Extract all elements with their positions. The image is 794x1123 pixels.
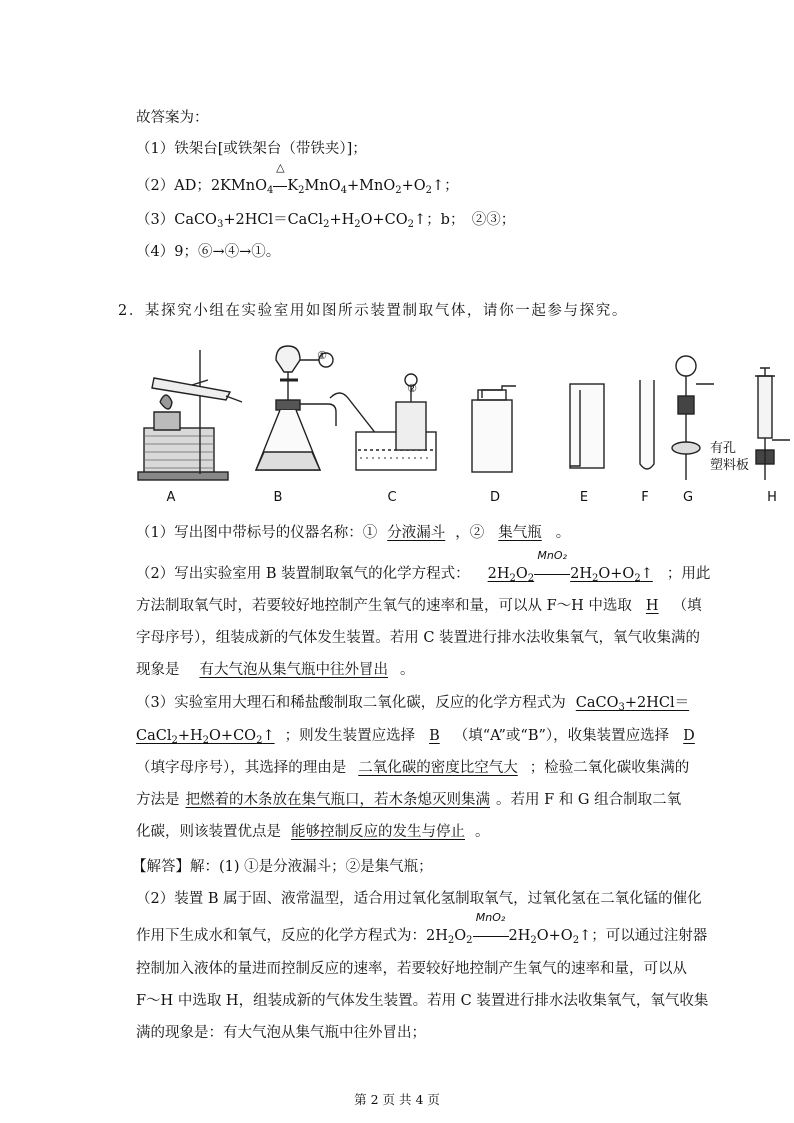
- label-f: F: [641, 490, 649, 505]
- label-b: B: [273, 490, 283, 505]
- part-3-line-3: （填字母序号），其选择的理由是 二氧化碳的密度比空气大 ；检验二氧化碳收集满的: [136, 760, 690, 776]
- part-3-line-4: 方法是 把燃着的木条放在集气瓶口，若木条熄灭则集满 。若用 F 和 G 组合制取二氧: [136, 792, 682, 808]
- answer-blank: 集气瓶: [498, 525, 542, 541]
- question-2-title: 2．某探究小组在实验室用如图所示装置制取气体，请你一起参与探究。: [118, 303, 628, 319]
- answer-blank: D: [683, 728, 695, 744]
- part-2-line-1: （2）写出实验室用 B 装置制取氧气的化学方程式： $2H_2O_2$ MnO₂ $2H_2O+O_2↑$ ；用此: [136, 549, 711, 584]
- part-2-line-2: 方法制取氧气时，若要较好地控制产生氧气的速率和量，可以从 F～H 中选取 H （填: [136, 598, 702, 614]
- apparatus-d: [472, 386, 516, 472]
- answer-blank: 二氧化碳的密度比空气大: [358, 760, 518, 776]
- solution-line-3: 作用下生成水和氧气，反应的化学方程式为：$2H_2O_2$ MnO₂ $2H_2O+O_2↑$；可以通过注射器: [136, 911, 708, 946]
- label-a: A: [166, 490, 176, 505]
- label-c: C: [387, 490, 397, 505]
- part-2-line-3: 字母序号），组装成新的气体发生装置。若用 C 装置进行排水法收集氧气，氧气收集满的: [136, 630, 701, 646]
- solution-line-6: 满的现象是：有大气泡从集气瓶中往外冒出；: [136, 1025, 426, 1041]
- plate-label-2: 塑料板: [710, 458, 750, 473]
- answer-blank: 把燃着的木条放在集气瓶口，若木条熄灭则集满: [185, 792, 490, 808]
- callout-1: ①: [317, 349, 327, 362]
- answer-blank: 能够控制反应的发生与停止: [291, 824, 465, 840]
- answer-blank: CaCO$_3$+2HCl＝: [575, 695, 690, 713]
- answer-blank: 有大气泡从集气瓶中往外冒出: [199, 662, 388, 678]
- callout-2: ②: [407, 382, 417, 395]
- label-h: H: [767, 490, 777, 505]
- page-footer: 第 2 页 共 4 页: [354, 1092, 440, 1107]
- answer-blank: $CaCl_2+H_2O+CO_2↑$: [136, 728, 275, 746]
- answer-3: $(3)CaCO_3+2HCl=CaCl_2+H_2O+CO_2↑$；b； ②③；: [136, 212, 516, 230]
- answer-blank: $2H_2O_2$ MnO₂ $2H_2O+O_2↑$: [487, 549, 653, 584]
- answer-2: （2）AD；2KMnO$_4$ △ $K_2MnO_4+MnO_2+O_2↑$；: [136, 161, 459, 196]
- apparatus-e: [570, 384, 604, 468]
- part-3-line-2: $CaCl_2+H_2O+CO_2↑$ ；则发生装置应选择 B （填“A”或“B”），收集装置应选择 D: [136, 728, 695, 746]
- apparatus-b: [256, 346, 336, 470]
- solution-line-1: 【解答】解：(1) ①是分液漏斗；②是集气瓶；: [132, 859, 433, 875]
- solution-line-4: 控制加入液体的量进而控制反应的速率，若要较好地控制产生氧气的速率和量，可以从: [136, 961, 687, 977]
- part-3-line-1: （3）实验室用大理石和稀盐酸制取二氧化碳，反应的化学方程式为 CaCO$_3$+2HCl＝: [136, 695, 690, 713]
- plate-label-1: 有孔: [710, 441, 737, 456]
- apparatus-g: [672, 356, 714, 480]
- apparatus-figure: [130, 340, 790, 515]
- answer-blank: 分液漏斗: [387, 525, 446, 541]
- apparatus-f: [640, 380, 654, 469]
- part-1: （1）写出图中带标号的仪器名称：① 分液漏斗 ，② 集气瓶 。: [136, 525, 571, 541]
- part-3-line-5: 化碳，则该装置优点是 能够控制反应的发生与停止 。: [136, 824, 490, 840]
- label-g: G: [682, 490, 694, 505]
- solution-line-2: （2）装置 B 属于固、液常温型，适合用过氧化氢制取氧气，过氧化氢在二氧化锰的催化: [136, 891, 702, 907]
- heat-symbol: △: [276, 161, 285, 174]
- part-2-line-4: 现象是 有大气泡从集气瓶中往外冒出 。: [136, 662, 415, 678]
- answer-1: （1）铁架台[或铁架台（带铁夹）]；: [136, 141, 367, 157]
- label-e: E: [579, 490, 589, 505]
- apparatus-a: [138, 350, 242, 480]
- answer-4: （4）9；⑥→④→①。: [136, 244, 281, 260]
- answer-blank: H: [645, 598, 659, 614]
- apparatus-h: [755, 368, 790, 480]
- solution-line-5: F～H 中选取 H，组装成新的气体发生装置。若用 C 装置进行排水法收集氧气，氧气收集: [136, 993, 709, 1009]
- label-d: D: [489, 490, 500, 505]
- answer-blank: B: [429, 728, 440, 744]
- answer-header: 故答案为：: [136, 110, 209, 126]
